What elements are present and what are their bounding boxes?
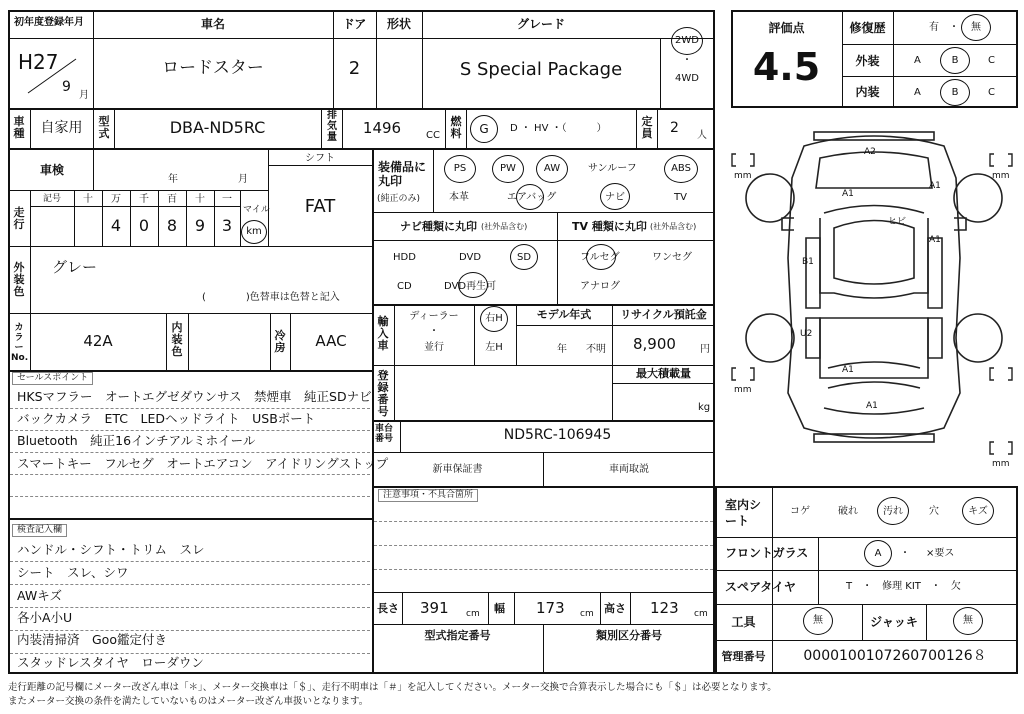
divider bbox=[8, 246, 372, 247]
inspection-note-line: スタッドレスタイヤ ローダウン bbox=[17, 655, 204, 670]
ext-grade-b: B bbox=[951, 55, 959, 66]
equip-tv: TV bbox=[674, 192, 687, 203]
svg-text:A1: A1 bbox=[842, 365, 854, 375]
recycle-unit: 円 bbox=[700, 344, 710, 355]
navi-sd: SD bbox=[516, 252, 532, 263]
rule bbox=[10, 653, 370, 654]
inspection-notes-label: 検査記入欄 bbox=[12, 524, 67, 537]
sheet-tear: 破れ bbox=[838, 506, 858, 517]
divider bbox=[516, 325, 715, 326]
tv-oneseg: ワンセグ bbox=[652, 252, 692, 263]
import-right-h: 右H bbox=[485, 313, 503, 324]
divider bbox=[372, 212, 715, 213]
svg-text:A1: A1 bbox=[866, 401, 878, 411]
inspection-year-unit: 年 bbox=[168, 174, 178, 185]
sales-label: セールスポイント bbox=[12, 372, 93, 385]
category-value: 自家用 bbox=[40, 120, 83, 136]
svg-text:A1: A1 bbox=[929, 235, 941, 245]
divider bbox=[474, 304, 475, 365]
equip-aw: AW bbox=[543, 163, 561, 174]
divider bbox=[600, 592, 601, 624]
rule bbox=[10, 561, 370, 562]
navi-dvd-play: DVD再生可 bbox=[444, 281, 497, 292]
model-label: 型式 bbox=[98, 115, 110, 141]
divider bbox=[466, 108, 467, 148]
mileage-label: 走行 bbox=[13, 206, 25, 232]
warranty-new-car: 新車保証書 bbox=[432, 464, 483, 475]
sales-line: スマートキー フルセグ オートエアコン アイドリングストップ bbox=[17, 456, 389, 471]
divider bbox=[893, 10, 894, 108]
km-label: km bbox=[246, 226, 262, 237]
divider bbox=[402, 592, 403, 624]
digit-2: 0 bbox=[138, 216, 150, 235]
digit-label-4: 十 bbox=[195, 194, 205, 205]
interior-color-label: 内装色 bbox=[171, 321, 183, 359]
svg-text:ヒビ: ヒビ bbox=[888, 217, 907, 227]
rule bbox=[10, 607, 370, 608]
equip-sunroof: サンルーフ bbox=[588, 163, 637, 174]
car-name: ロードスター bbox=[162, 58, 264, 78]
divider bbox=[321, 108, 322, 148]
divider bbox=[818, 537, 819, 604]
warranty-manual: 車両取説 bbox=[609, 464, 649, 475]
sheet-scratch: キズ bbox=[968, 506, 988, 517]
equipment-sub-label: (純正のみ) bbox=[377, 194, 421, 204]
svg-text:U2: U2 bbox=[800, 329, 813, 339]
fuel-label: 燃料 bbox=[450, 115, 462, 141]
sheet-hole: 穴 bbox=[929, 506, 939, 517]
reg-slash bbox=[24, 55, 80, 95]
color-no-label: カラーNo. bbox=[11, 323, 29, 363]
control-number-label: 管理番号 bbox=[721, 650, 766, 663]
model-value: DBA-ND5RC bbox=[169, 118, 266, 137]
width-label: 幅 bbox=[494, 602, 505, 615]
grade-value: S Special Package bbox=[459, 59, 623, 80]
divider bbox=[166, 313, 167, 370]
rule bbox=[374, 521, 713, 522]
recycle-label: リサイクル預託金 bbox=[620, 308, 707, 321]
exterior-value: グレー bbox=[52, 258, 98, 276]
divider bbox=[394, 365, 395, 420]
ext-grade-c: C bbox=[988, 55, 995, 66]
rule bbox=[10, 496, 370, 497]
tools-label: 工具 bbox=[731, 615, 756, 629]
shift-label: シフト bbox=[305, 153, 335, 164]
height-label: 高さ bbox=[604, 602, 626, 615]
chassis-label: 車台番号 bbox=[375, 424, 394, 444]
height-unit: cm bbox=[694, 609, 708, 619]
recycle-value: 8,900 bbox=[633, 335, 676, 353]
spare-tire-value: T ・ 修理 KIT ・ 欠 bbox=[846, 581, 961, 592]
exterior-grade-label: 外装 bbox=[855, 54, 880, 68]
tv-fullseg: フルセグ bbox=[580, 252, 620, 263]
reg-month-unit: 月 bbox=[79, 90, 89, 101]
digit-3: 8 bbox=[166, 216, 178, 235]
svg-text:B1: B1 bbox=[802, 257, 814, 267]
model-year-label: モデル年式 bbox=[536, 308, 592, 321]
disp-label: 排気量 bbox=[327, 110, 337, 143]
sales-line: Bluetooth 純正16インチアルミホイール bbox=[17, 433, 256, 448]
int-grade-c: C bbox=[988, 87, 995, 98]
footer-line-1: 走行距離の記号欄にメーター改ざん車は「＊」、メーター交換車は「＄」、走行不明車は「＃」を記入してください。メーター交換で合算表示した場合にも「＄」は必要となります。 bbox=[8, 682, 777, 693]
sheet-dirt: 汚れ bbox=[883, 506, 903, 517]
inspection-note-line: ハンドル・シフト・トリム スレ bbox=[17, 542, 205, 557]
tv-label: TV 種類に丸印 bbox=[572, 220, 647, 233]
glass-replace: ×要ス bbox=[926, 548, 955, 559]
fuel-rest: D ・ HV ・（ ） bbox=[510, 123, 607, 134]
car-damage-diagram bbox=[724, 118, 1024, 478]
category-label: 車種 bbox=[13, 115, 25, 141]
rule bbox=[10, 430, 370, 431]
divider bbox=[93, 108, 94, 148]
inspection-note-line: 各小A小U bbox=[17, 610, 73, 625]
rule bbox=[10, 408, 370, 409]
chassis-value: ND5RC-106945 bbox=[503, 427, 612, 443]
divider bbox=[630, 592, 631, 624]
model-year-unknown: 不明 bbox=[586, 344, 606, 355]
tv-note: (社外品含む) bbox=[650, 222, 697, 231]
repair-label: 修復歴 bbox=[849, 21, 886, 35]
divider bbox=[372, 420, 715, 422]
import-label: 輸入車 bbox=[377, 315, 389, 353]
divider bbox=[488, 592, 489, 624]
capacity-label: 定員 bbox=[641, 115, 653, 141]
grade-label: グレード bbox=[516, 17, 565, 31]
capacity-value: 2 bbox=[670, 120, 679, 136]
ac-value: AAC bbox=[315, 332, 347, 350]
exterior-note: ( )色替車は色替と記入 bbox=[202, 292, 340, 303]
sales-line: HKSマフラー オートエグゼダウンサス 禁煙車 純正SDナビ bbox=[17, 389, 372, 404]
inspection-month-unit: 月 bbox=[238, 174, 248, 185]
inspection-note-line: シート スレ、シワ bbox=[17, 565, 129, 580]
divider bbox=[372, 592, 715, 593]
name-label: 車名 bbox=[200, 17, 225, 31]
drive-2wd: 2WD bbox=[675, 35, 699, 46]
divider bbox=[557, 212, 558, 304]
ext-grade-a: A bbox=[914, 55, 921, 66]
max-load-label: 最大積載量 bbox=[636, 367, 691, 380]
class-number-label: 類別区分番号 bbox=[596, 629, 662, 642]
svg-text:A2: A2 bbox=[864, 147, 876, 157]
divider bbox=[268, 165, 372, 166]
length-value: 391 bbox=[420, 599, 449, 617]
rule bbox=[10, 584, 370, 585]
rating-label: 評価点 bbox=[768, 21, 805, 35]
navi-dvd: DVD bbox=[459, 252, 482, 263]
import-dealer: ディーラー bbox=[409, 311, 459, 322]
rating-value: 4.5 bbox=[752, 45, 821, 89]
svg-text:mm: mm bbox=[734, 171, 752, 181]
shift-value: FAT bbox=[304, 196, 336, 217]
divider bbox=[715, 570, 1018, 571]
reg-year: H27 bbox=[18, 50, 59, 74]
digit-4: 9 bbox=[194, 216, 206, 235]
repair-yes: 有 bbox=[929, 22, 939, 33]
equip-airbag: エアバッグ bbox=[507, 192, 557, 203]
digit-1: 4 bbox=[110, 216, 122, 235]
svg-text:mm: mm bbox=[992, 171, 1010, 181]
inspection-label: 車検 bbox=[40, 163, 65, 177]
rule bbox=[10, 452, 370, 453]
svg-text:mm: mm bbox=[992, 459, 1010, 469]
divider bbox=[30, 206, 240, 207]
equipment-label: 装備品に丸印 bbox=[378, 160, 427, 189]
navi-hdd: HDD bbox=[393, 252, 416, 263]
int-grade-a: A bbox=[914, 87, 921, 98]
max-load-unit: kg bbox=[698, 402, 711, 413]
spare-tire-label: スペアタイヤ bbox=[725, 580, 796, 594]
rule bbox=[10, 474, 370, 475]
divider bbox=[8, 38, 715, 39]
type-number-label: 型式指定番号 bbox=[424, 629, 491, 642]
equip-pw: PW bbox=[500, 163, 516, 174]
glass-dot: ・ bbox=[900, 548, 910, 559]
door-label: ドア bbox=[342, 17, 367, 31]
divider bbox=[270, 313, 271, 370]
divider bbox=[8, 313, 372, 314]
jack-label: ジャッキ bbox=[870, 615, 918, 629]
divider bbox=[93, 148, 94, 190]
exterior-label: 外装色 bbox=[13, 261, 25, 299]
inspection-note-line: AWキズ bbox=[17, 588, 62, 603]
digit-label-1: 万 bbox=[111, 194, 121, 205]
rule bbox=[374, 569, 713, 570]
sales-line: バックカメラ ETC LEDヘッドライト USBポート bbox=[17, 411, 316, 426]
disp-value: 1496 bbox=[362, 119, 402, 137]
registration-label: 登録番号 bbox=[377, 369, 389, 419]
tools-value: 無 bbox=[813, 615, 823, 626]
divider bbox=[657, 108, 658, 148]
inspection-note-line: 内装清掃済 Goo鑑定付き bbox=[17, 632, 167, 647]
model-year-unit: 年 bbox=[557, 344, 567, 355]
equip-leather: 本革 bbox=[449, 192, 469, 203]
rule bbox=[10, 630, 370, 631]
divider bbox=[926, 604, 927, 640]
divider bbox=[372, 365, 715, 366]
tv-analog: アナログ bbox=[580, 281, 620, 292]
navi-label: ナビ種類に丸印 bbox=[400, 220, 477, 233]
divider bbox=[660, 38, 661, 108]
divider bbox=[8, 518, 372, 520]
divider bbox=[514, 592, 515, 624]
reg-label: 初年度登録年月 bbox=[14, 17, 84, 28]
equip-navi: ナビ bbox=[605, 192, 625, 203]
jack-value: 無 bbox=[963, 615, 973, 626]
divider bbox=[433, 148, 434, 212]
repair-no: 無 bbox=[971, 22, 981, 33]
divider bbox=[636, 108, 637, 148]
interior-sheet-label: 室内シート bbox=[725, 498, 762, 528]
repair-dot: ・ bbox=[949, 22, 959, 33]
digit-label-0: 十 bbox=[83, 194, 93, 205]
int-grade-b: B bbox=[951, 87, 959, 98]
divider bbox=[612, 383, 715, 384]
import-left-h: 左H bbox=[485, 342, 503, 353]
navi-cd: CD bbox=[397, 281, 412, 292]
divider bbox=[842, 76, 1018, 77]
drive-4wd: 4WD bbox=[675, 73, 699, 84]
ac-label: 冷房 bbox=[274, 329, 286, 355]
length-label: 長さ bbox=[377, 602, 399, 615]
navi-note: (社外品含む) bbox=[481, 222, 528, 231]
length-unit: cm bbox=[466, 609, 480, 619]
divider bbox=[715, 640, 1018, 641]
footer-line-2: またメーター交換の条件を満たしていないものはメーター改ざん車扱いとなります。 bbox=[8, 696, 369, 707]
divider bbox=[30, 246, 31, 313]
interior-grade-label: 内装 bbox=[855, 85, 880, 99]
svg-text:A1: A1 bbox=[929, 181, 941, 191]
glass-a: A bbox=[874, 548, 882, 559]
mile-label: マイル bbox=[243, 205, 270, 215]
digit-label-3: 百 bbox=[167, 194, 177, 205]
color-no-value: 42A bbox=[83, 332, 113, 350]
front-glass-label: フロントガラス bbox=[725, 546, 809, 560]
height-value: 123 bbox=[650, 599, 679, 617]
divider bbox=[240, 190, 241, 246]
door-value: 2 bbox=[348, 58, 361, 79]
shape-label: 形状 bbox=[386, 17, 411, 31]
rule bbox=[374, 545, 713, 546]
equip-abs: ABS bbox=[671, 163, 691, 174]
notes-label: 注意事項・不具合箇所 bbox=[378, 489, 478, 502]
import-parallel: 並行 bbox=[424, 342, 444, 353]
import-dot: ・ bbox=[429, 326, 439, 337]
drive-dot: ・ bbox=[682, 55, 692, 66]
digit-label-5: 一 bbox=[222, 194, 232, 205]
control-number-value: 0000100107260700126８ bbox=[803, 648, 987, 664]
divider bbox=[372, 486, 715, 488]
divider bbox=[372, 304, 715, 306]
divider bbox=[372, 240, 715, 241]
digit-5: 3 bbox=[221, 216, 233, 235]
divider bbox=[188, 313, 189, 370]
divider bbox=[715, 537, 1018, 538]
fuel-g: G bbox=[479, 122, 489, 136]
equip-ps: PS bbox=[453, 163, 467, 174]
kigou-label: 記号 bbox=[42, 194, 61, 204]
divider bbox=[842, 44, 1018, 45]
width-unit: cm bbox=[580, 609, 594, 619]
sheet-burn: コゲ bbox=[790, 506, 810, 517]
svg-text:A1: A1 bbox=[842, 189, 854, 199]
divider bbox=[715, 604, 1018, 605]
svg-text:mm: mm bbox=[734, 385, 752, 395]
divider bbox=[372, 148, 374, 674]
reg-month: 9 bbox=[62, 79, 71, 95]
divider bbox=[8, 148, 715, 150]
width-value: 173 bbox=[536, 599, 565, 617]
capacity-unit: 人 bbox=[697, 130, 707, 141]
digit-label-2: 千 bbox=[139, 194, 149, 205]
disp-unit: CC bbox=[426, 130, 440, 141]
divider bbox=[445, 108, 446, 148]
divider bbox=[8, 190, 268, 191]
